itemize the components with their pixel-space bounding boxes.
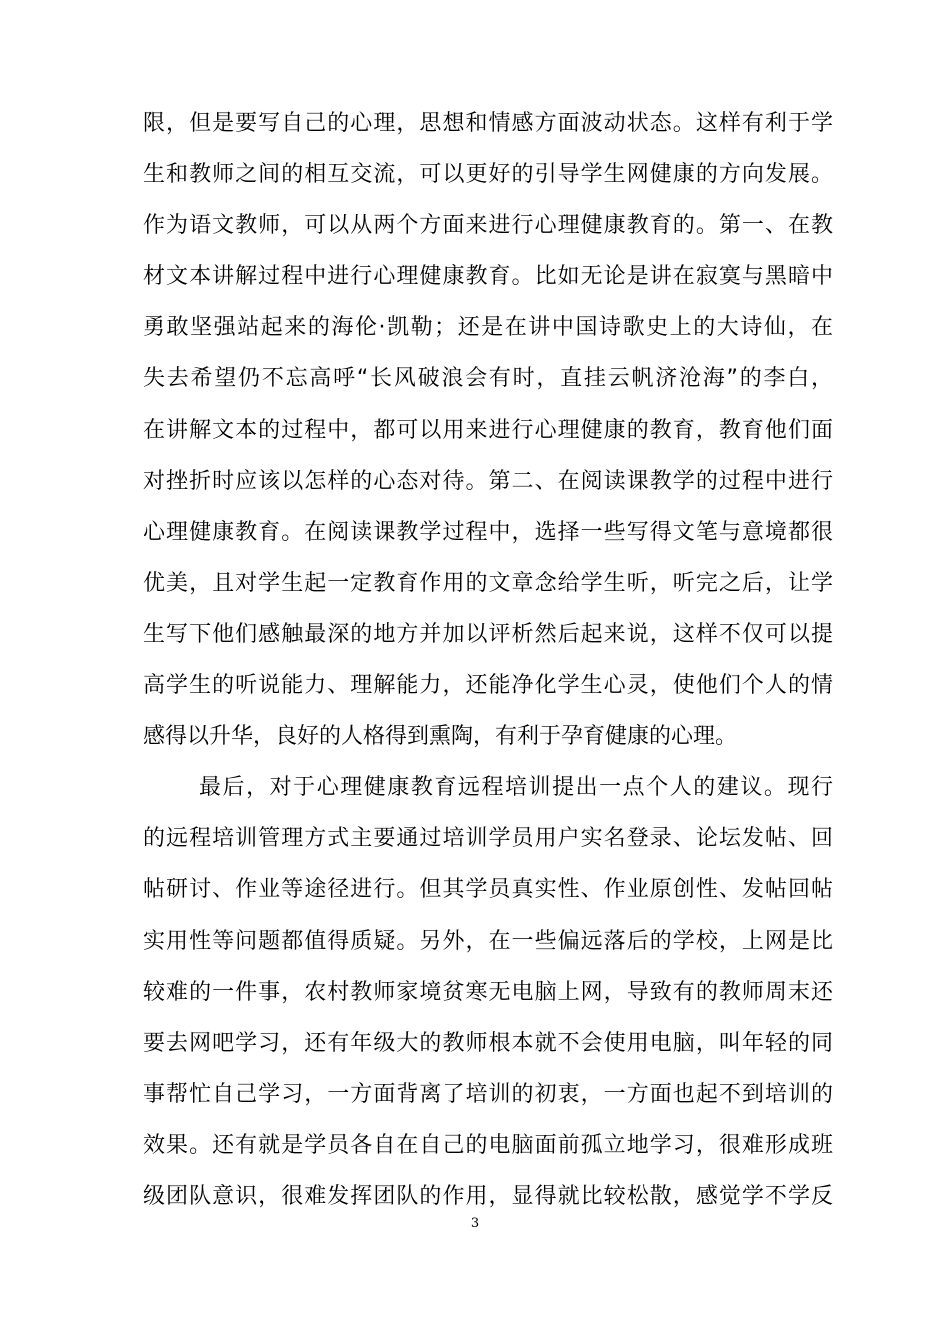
text-line: 帖研讨、作业等途径进行。但其学员真实性、作业原创性、发帖回帖 <box>143 877 833 903</box>
text-line: 生和教师之间的相互交流，可以更好的引导学生网健康的方向发展。 <box>143 162 833 188</box>
body-text <box>143 98 833 1222</box>
text-line: 勇敢坚强站起来的海伦·凯勒；还是在讲中国诗歌史上的大诗仙，在 <box>143 315 833 341</box>
text-line: 要去网吧学习，还有年级大的教师根本就不会使用电脑，叫年轻的同 <box>143 1030 833 1056</box>
paragraph-start-line: 最后，对于心理健康教育远程培训提出一点个人的建议。现行 <box>199 775 833 801</box>
text-line: 材文本讲解过程中进行心理健康教育。比如无论是讲在寂寞与黑暗中 <box>143 264 833 290</box>
text-line: 的远程培训管理方式主要通过培训学员用户实名登录、论坛发帖、回 <box>143 826 833 852</box>
text-line: 级团队意识，很难发挥团队的作用，显得就比较松散，感觉学不学反 <box>143 1183 833 1209</box>
text-line: 作为语文教师，可以从两个方面来进行心理健康教育的。第一、在教 <box>143 213 833 239</box>
text-line: 实用性等问题都值得质疑。另外，在一些偏远落后的学校，上网是比 <box>143 928 833 954</box>
text-line: 在讲解文本的过程中，都可以用来进行心理健康的教育，教育他们面 <box>143 417 833 443</box>
text-line: 效果。还有就是学员各自在自己的电脑面前孤立地学习，很难形成班 <box>143 1132 833 1158</box>
text-line: 较难的一件事，农村教师家境贫寒无电脑上网，导致有的教师周末还 <box>143 979 833 1005</box>
text-line: 限，但是要写自己的心理，思想和情感方面波动状态。这样有利于学 <box>143 111 833 136</box>
text-line: 高学生的听说能力、理解能力，还能净化学生心灵，使他们个人的情 <box>143 673 833 699</box>
text-line: 生写下他们感触最深的地方并加以评析然后起来说，这样不仅可以提 <box>143 621 833 647</box>
text-line: 事帮忙自己学习，一方面背离了培训的初衷，一方面也起不到培训的 <box>143 1081 833 1107</box>
page-number: 3 <box>470 1216 480 1231</box>
text-line: 对挫折时应该以怎样的心态对待。第二、在阅读课教学的过程中进行 <box>143 468 833 494</box>
text-line: 心理健康教育。在阅读课教学过程中，选择一些写得文笔与意境都很 <box>143 519 833 545</box>
paragraph-end-line: 感得以升华，良好的人格得到熏陶，有利于孕育健康的心理。 <box>143 724 738 750</box>
text-line: 失去希望仍不忘高呼“长风破浪会有时，直挂云帆济沧海”的李白， <box>143 366 833 392</box>
text-line: 优美，且对学生起一定教育作用的文章念给学生听，听完之后，让学 <box>143 570 833 596</box>
